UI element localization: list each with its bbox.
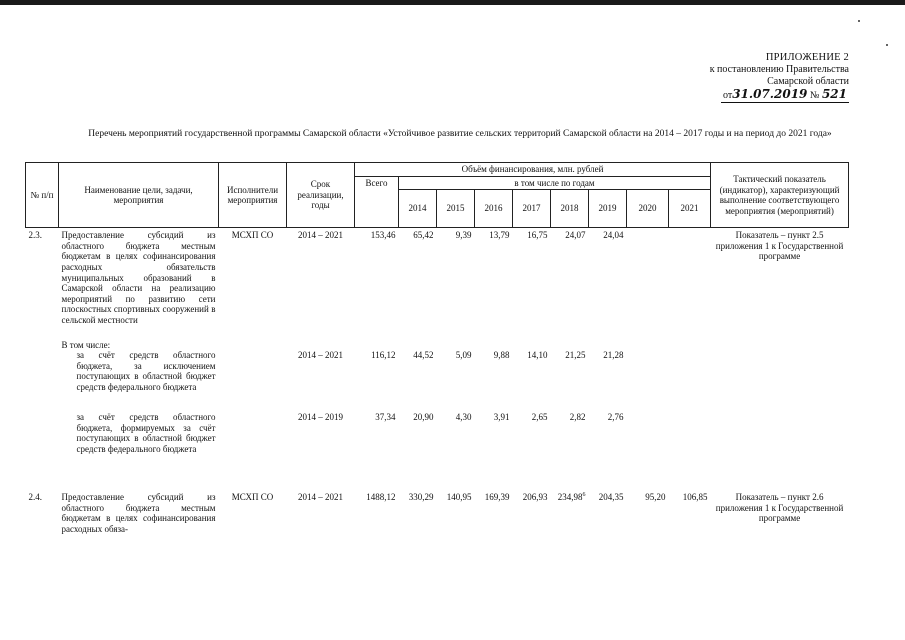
table-row (26, 228, 849, 326)
row-term: 2014 – 2021 (298, 350, 343, 361)
row-value: 2,82 (569, 412, 586, 423)
row-indicator: Показатель – пункт 2.6 приложения 1 к Государственной программе (715, 492, 844, 524)
table-row (26, 492, 849, 534)
row-value: 140,95 (446, 492, 472, 503)
header-term: Срок реализации, годы (287, 163, 355, 228)
row-value: 24,04 (603, 230, 624, 241)
row-total: 37,34 (375, 412, 396, 423)
number-prefix: № (809, 90, 820, 101)
row-value: 204,35 (598, 492, 624, 503)
row-value: 9,88 (493, 350, 510, 361)
scan-speck (858, 20, 860, 22)
header-year: 2018 (551, 190, 589, 228)
header-indicator: Тактический показатель (индикатор), характеризующий выполнение соответствующего мероприятия (мероприятий) (711, 163, 849, 228)
row-name: за счёт средств областного бюджета, за исключением поступающих в областной бюджет средств федерального бюджета (76, 350, 216, 392)
row-value-text: 234,98 (557, 492, 583, 503)
appendix-title: ПРИЛОЖЕНИЕ 2 (765, 52, 849, 63)
table-row (26, 412, 849, 492)
handwritten-date: 31.07.2019 (732, 87, 808, 101)
row-term: 2014 – 2021 (298, 492, 343, 503)
header-by-years: в том числе по годам (399, 176, 711, 190)
row-value: 14,10 (527, 350, 548, 361)
footnote-marker: 6 (582, 492, 586, 499)
row-name: Предоставление субсидий из областного бюджета местным бюджетам в целях софинансирования расходных обяза- (61, 492, 216, 534)
row-term: 2014 – 2019 (298, 412, 343, 423)
row-value (669, 350, 711, 412)
row-num: 2.3. (28, 230, 42, 241)
scan-top-border (0, 0, 905, 5)
row-value: 169,39 (484, 492, 510, 503)
row-executor: МСХП СО (231, 230, 274, 241)
header-total: Всего (355, 176, 399, 228)
table-row (26, 340, 849, 351)
row-value: 106,85 (682, 492, 708, 503)
row-value (627, 412, 669, 492)
header-year: 2014 (399, 190, 437, 228)
row-value (627, 228, 669, 326)
row-value: 4,30 (455, 412, 472, 423)
row-total: 153,46 (370, 230, 396, 241)
header-year: 2017 (513, 190, 551, 228)
row-value: 44,52 (413, 350, 434, 361)
row-value: 65,42 (413, 230, 434, 241)
row-executor: МСХП СО (231, 492, 274, 503)
row-value: 330,29 (408, 492, 434, 503)
row-term: 2014 – 2021 (298, 230, 343, 241)
including-label: В том числе: (61, 339, 111, 350)
row-value: 9,39 (455, 230, 472, 241)
row-num: 2.4. (28, 492, 42, 503)
row-value: 24,07 (565, 230, 586, 241)
header-funding: Объём финансирования, млн. рублей (355, 163, 711, 177)
document-title: Перечень мероприятий государственной программы Самарской области «Устойчивое развитие сельских территорий Самарской области на 2014 – 2017 годы и на период до 2021 года» (88, 129, 832, 139)
row-value (551, 492, 589, 534)
row-value (627, 350, 669, 412)
row-value: 95,20 (645, 492, 666, 503)
handwritten-number: 521 (821, 87, 847, 101)
row-value: 5,09 (455, 350, 472, 361)
row-value: 21,25 (565, 350, 586, 361)
header-executors: Исполнители мероприятия (219, 163, 287, 228)
appendix-signature-line (710, 88, 849, 103)
measures-table (25, 162, 849, 535)
header-year: 2015 (437, 190, 475, 228)
header-year: 2016 (475, 190, 513, 228)
scan-speck (886, 44, 888, 46)
row-total: 1488,12 (366, 492, 396, 503)
header-year: 2019 (589, 190, 627, 228)
row-indicator: Показатель – пункт 2.5 приложения 1 к Государственной программе (715, 230, 844, 262)
header-name: Наименование цели, задачи, мероприятия (59, 163, 219, 228)
appendix-line1: к постановлению Правительства (709, 64, 849, 75)
header-year: 2020 (627, 190, 669, 228)
row-value: 2,65 (531, 412, 548, 423)
row-name: Предоставление субсидий из областного бюджета местным бюджетам в целях софинансирования расходных обязательств муниципальных образований в Самарской области на реализацию мероприятий по развитию сети плоскостных спортивных сооружений в сельской местности (61, 230, 216, 325)
row-value (669, 228, 711, 326)
row-value: 20,90 (413, 412, 434, 423)
header-year: 2021 (669, 190, 711, 228)
row-value: 21,28 (603, 350, 624, 361)
row-value: 3,91 (493, 412, 510, 423)
row-value: 13,79 (489, 230, 510, 241)
date-field (721, 88, 849, 103)
appendix-line2: Самарской области (767, 76, 849, 87)
date-prefix: от (722, 90, 733, 101)
row-total: 116,12 (371, 350, 396, 361)
appendix-block (710, 52, 849, 103)
table-row (26, 350, 849, 412)
row-value (669, 412, 711, 492)
header-num: № п/п (26, 163, 59, 228)
row-name: за счёт средств областного бюджета, формируемых за счёт поступающих в областной бюджет средств федерального бюджета (76, 412, 216, 454)
row-value: 16,75 (527, 230, 548, 241)
row-value: 2,76 (607, 412, 624, 423)
row-value: 206,93 (522, 492, 548, 503)
